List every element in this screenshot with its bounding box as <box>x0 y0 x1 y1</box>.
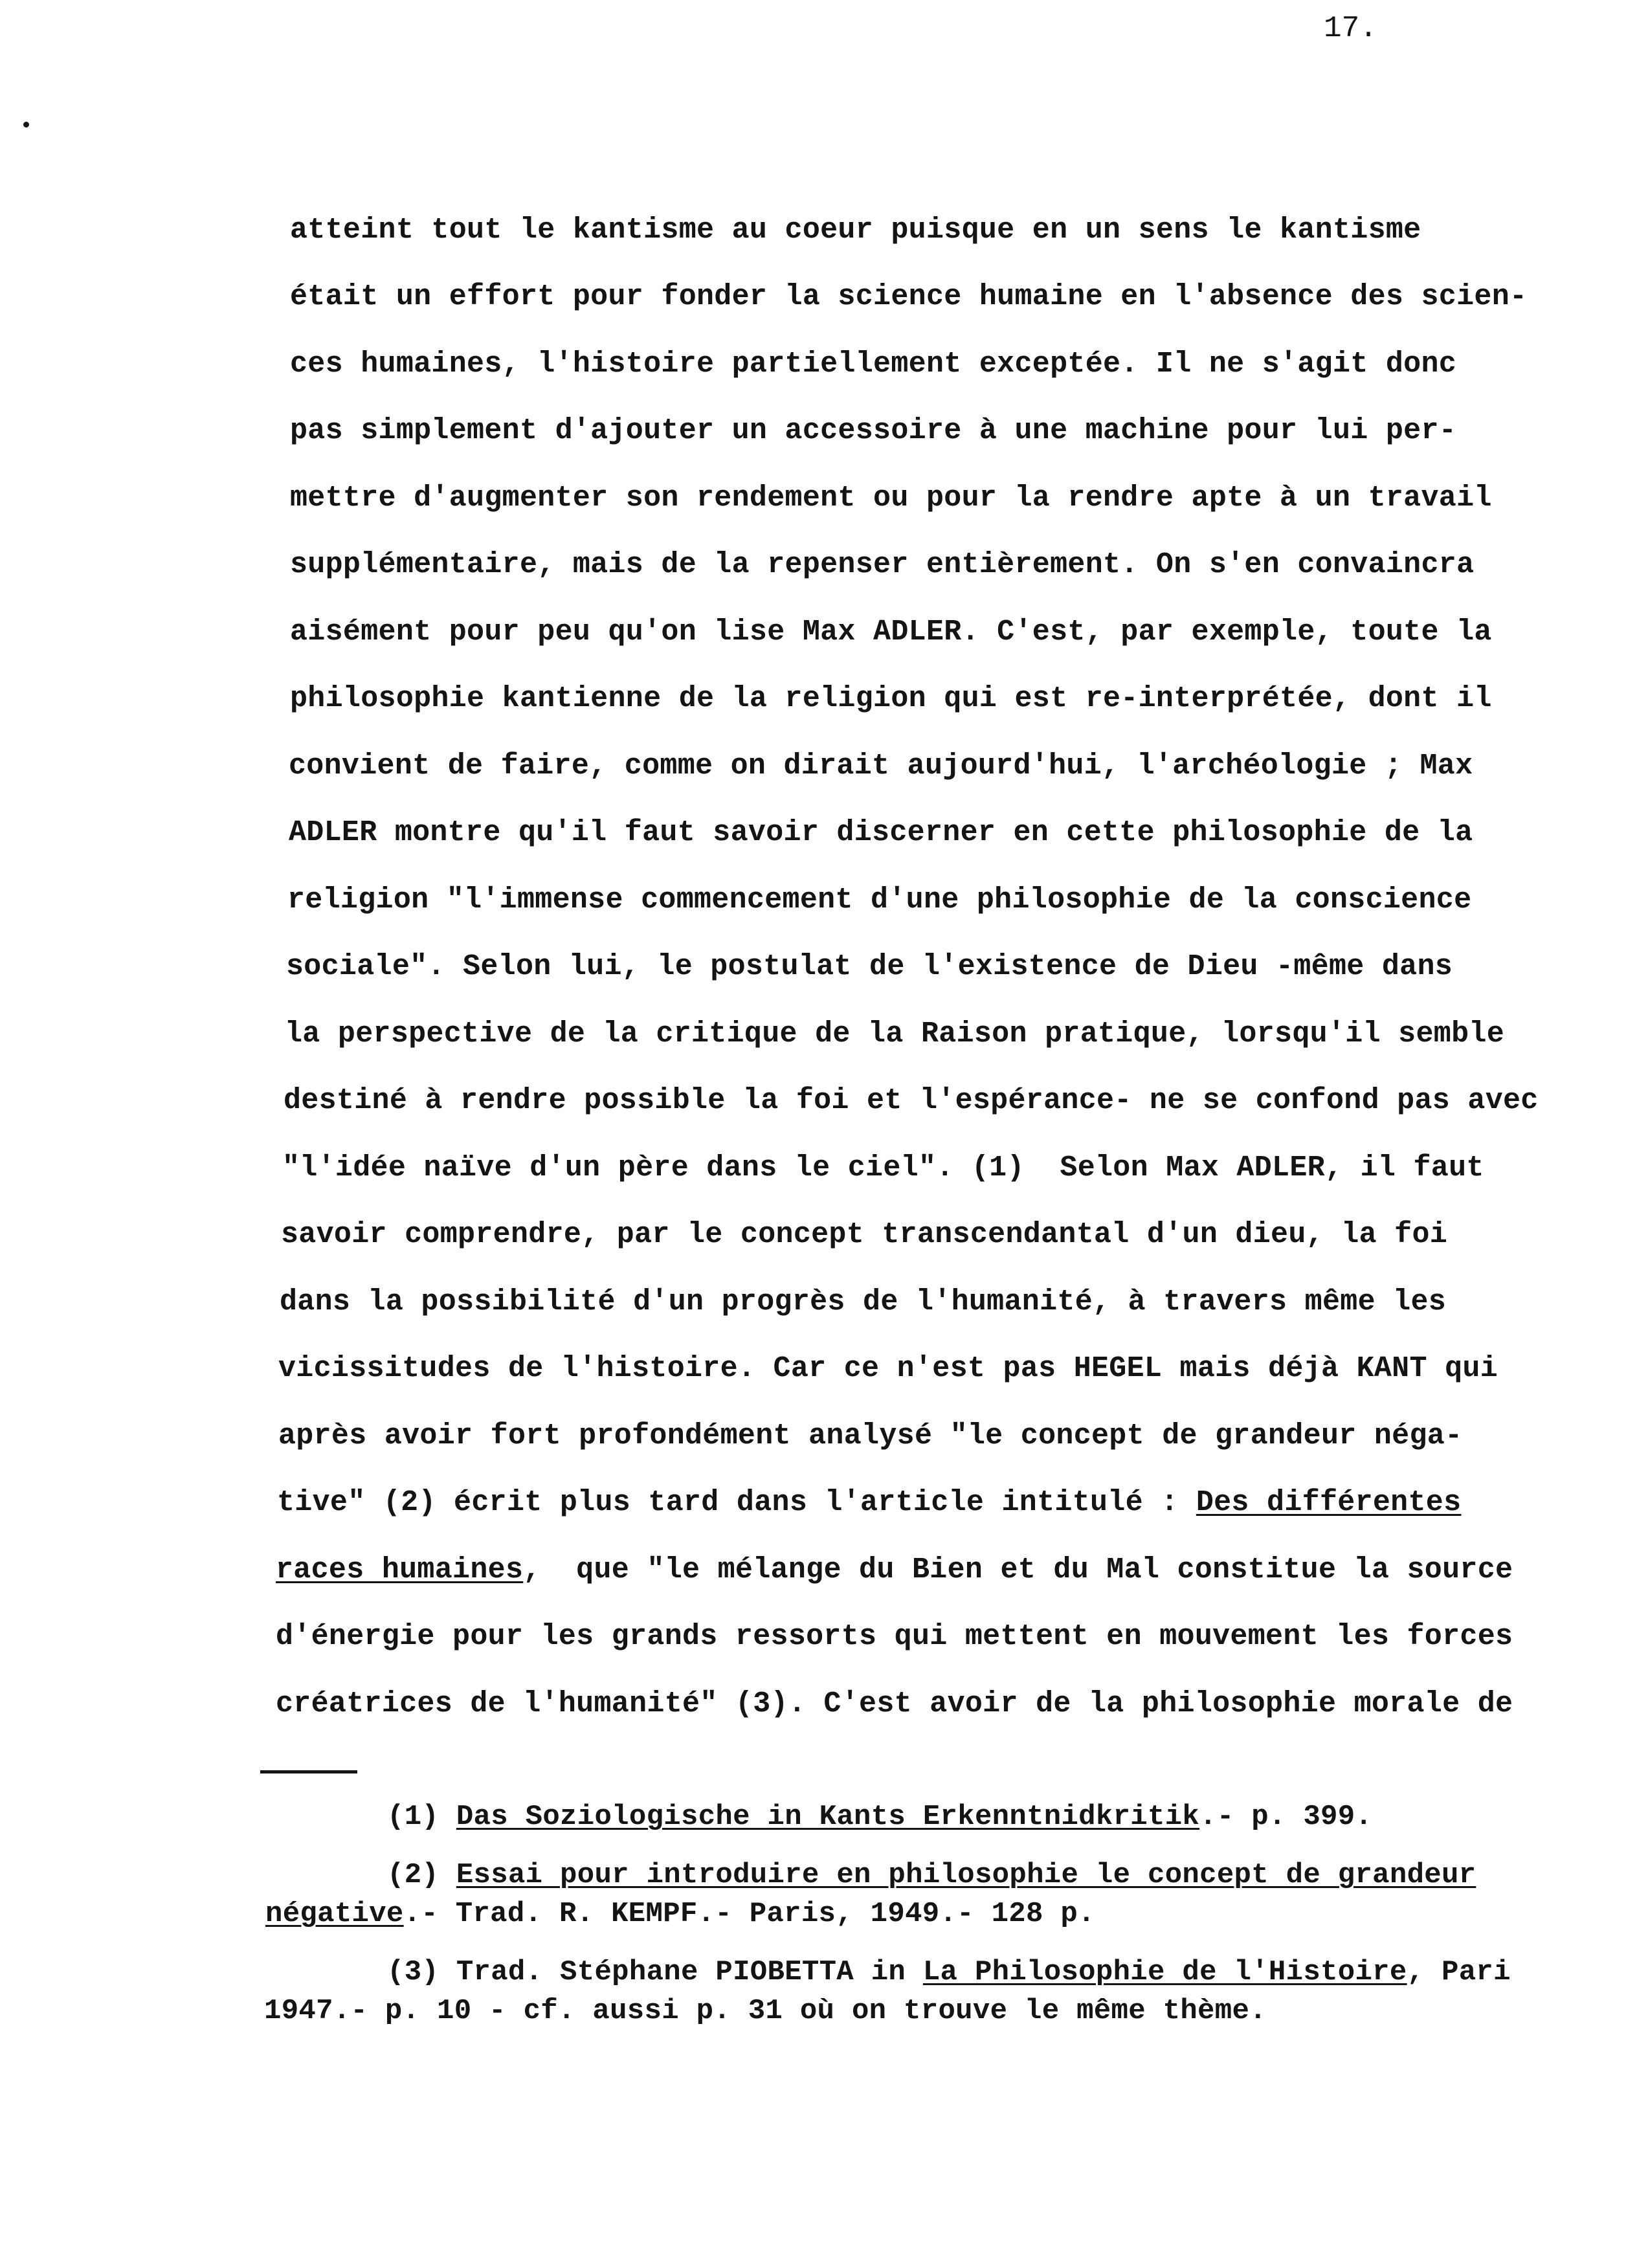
page-number: 17. <box>1324 12 1377 45</box>
footnote-2-line-1 <box>387 1859 1476 1891</box>
body-line: ADLER montre qu'il faut savoir discerner en cette philosophie de la <box>289 816 1473 849</box>
body-line: pas simplement d'ajouter un accessoire à une machine pour lui per- <box>290 414 1457 447</box>
body-line <box>277 1486 1461 1519</box>
body-line: "l'idée naïve d'un père dans le ciel". (1) Selon Max ADLER, il faut <box>282 1151 1484 1184</box>
body-line: supplémentaire, mais de la repenser entièrement. On s'en convaincra <box>290 548 1475 581</box>
body-line: ces humaines, l'histoire partiellement exceptée. Il ne s'agit donc <box>290 348 1457 381</box>
footnote-text: , Pari <box>1407 1956 1511 1988</box>
body-line: mettre d'augmenter son rendement ou pour la rendre apte à un travail <box>290 482 1492 515</box>
body-line: aisément pour peu qu'on lise Max ADLER. C'est, par exemple, toute la <box>290 616 1492 649</box>
footnote-title: Essai pour introduire en philosophie le concept de grandeur <box>456 1859 1476 1891</box>
footnote-number: (2) <box>387 1859 456 1891</box>
body-line: atteint tout le kantisme au coeur puisque en un sens le kantisme <box>290 214 1421 247</box>
footnote-2-line-2 <box>265 1898 1095 1930</box>
body-line-segment: , que "le mélange du Bien et du Mal constitue la source <box>523 1553 1513 1586</box>
cited-title: races humaines <box>276 1553 524 1586</box>
footnote-3-line-1 <box>387 1956 1511 1988</box>
body-line-segment: tive" (2) écrit plus tard dans l'article intitulé : <box>277 1486 1196 1519</box>
footnote-text: (3) Trad. Stéphane PIOBETTA in <box>387 1956 923 1988</box>
footnote-title: Das Soziologische in Kants Erkenntnidkritik <box>456 1801 1200 1833</box>
footnote-title: La Philosophie de l'Histoire <box>922 1956 1407 1988</box>
body-line: vicissitudes de l'histoire. Car ce n'est pas HEGEL mais déjà KANT qui <box>278 1352 1498 1385</box>
footnote-1 <box>387 1801 1372 1833</box>
body-line: créatrices de l'humanité" (3). C'est avoir de la philosophie morale de <box>276 1687 1513 1720</box>
body-line: après avoir fort profondément analysé "le concept de grandeur néga- <box>278 1419 1463 1452</box>
body-line: religion "l'immense commencement d'une philosophie de la conscience <box>287 884 1472 917</box>
footnote-3-line-2: 1947.- p. 10 - cf. aussi p. 31 où on trouve le même thème. <box>264 1995 1267 2027</box>
footnote-text: .- Trad. R. KEMPF.- Paris, 1949.- 128 p. <box>403 1898 1095 1930</box>
footnote-number: (1) <box>387 1801 456 1833</box>
footnote-title: négative <box>265 1898 404 1930</box>
stray-ink-mark <box>23 122 29 128</box>
body-line: savoir comprendre, par le concept transcendantal d'un dieu, la foi <box>281 1218 1448 1251</box>
body-line: destiné à rendre possible la foi et l'espérance- ne se confond pas avec <box>284 1084 1539 1117</box>
body-line: sociale". Selon lui, le postulat de l'existence de Dieu -même dans <box>286 950 1453 983</box>
body-line: la perspective de la critique de la Raison pratique, lorsqu'il semble <box>285 1017 1505 1051</box>
body-line <box>276 1553 1513 1586</box>
footnote-separator <box>260 1770 357 1773</box>
body-line: d'énergie pour les grands ressorts qui mettent en mouvement les forces <box>276 1620 1513 1653</box>
body-line: philosophie kantienne de la religion qui est re-interprétée, dont il <box>290 682 1492 715</box>
footnote-text: .- p. 399. <box>1199 1801 1373 1833</box>
body-line: convient de faire, comme on dirait aujourd'hui, l'archéologie ; Max <box>289 750 1473 783</box>
body-line: dans la possibilité d'un progrès de l'humanité, à travers même les <box>280 1285 1447 1318</box>
cited-title: Des différentes <box>1196 1486 1462 1519</box>
body-line: était un effort pour fonder la science humaine en l'absence des scien- <box>290 280 1528 313</box>
